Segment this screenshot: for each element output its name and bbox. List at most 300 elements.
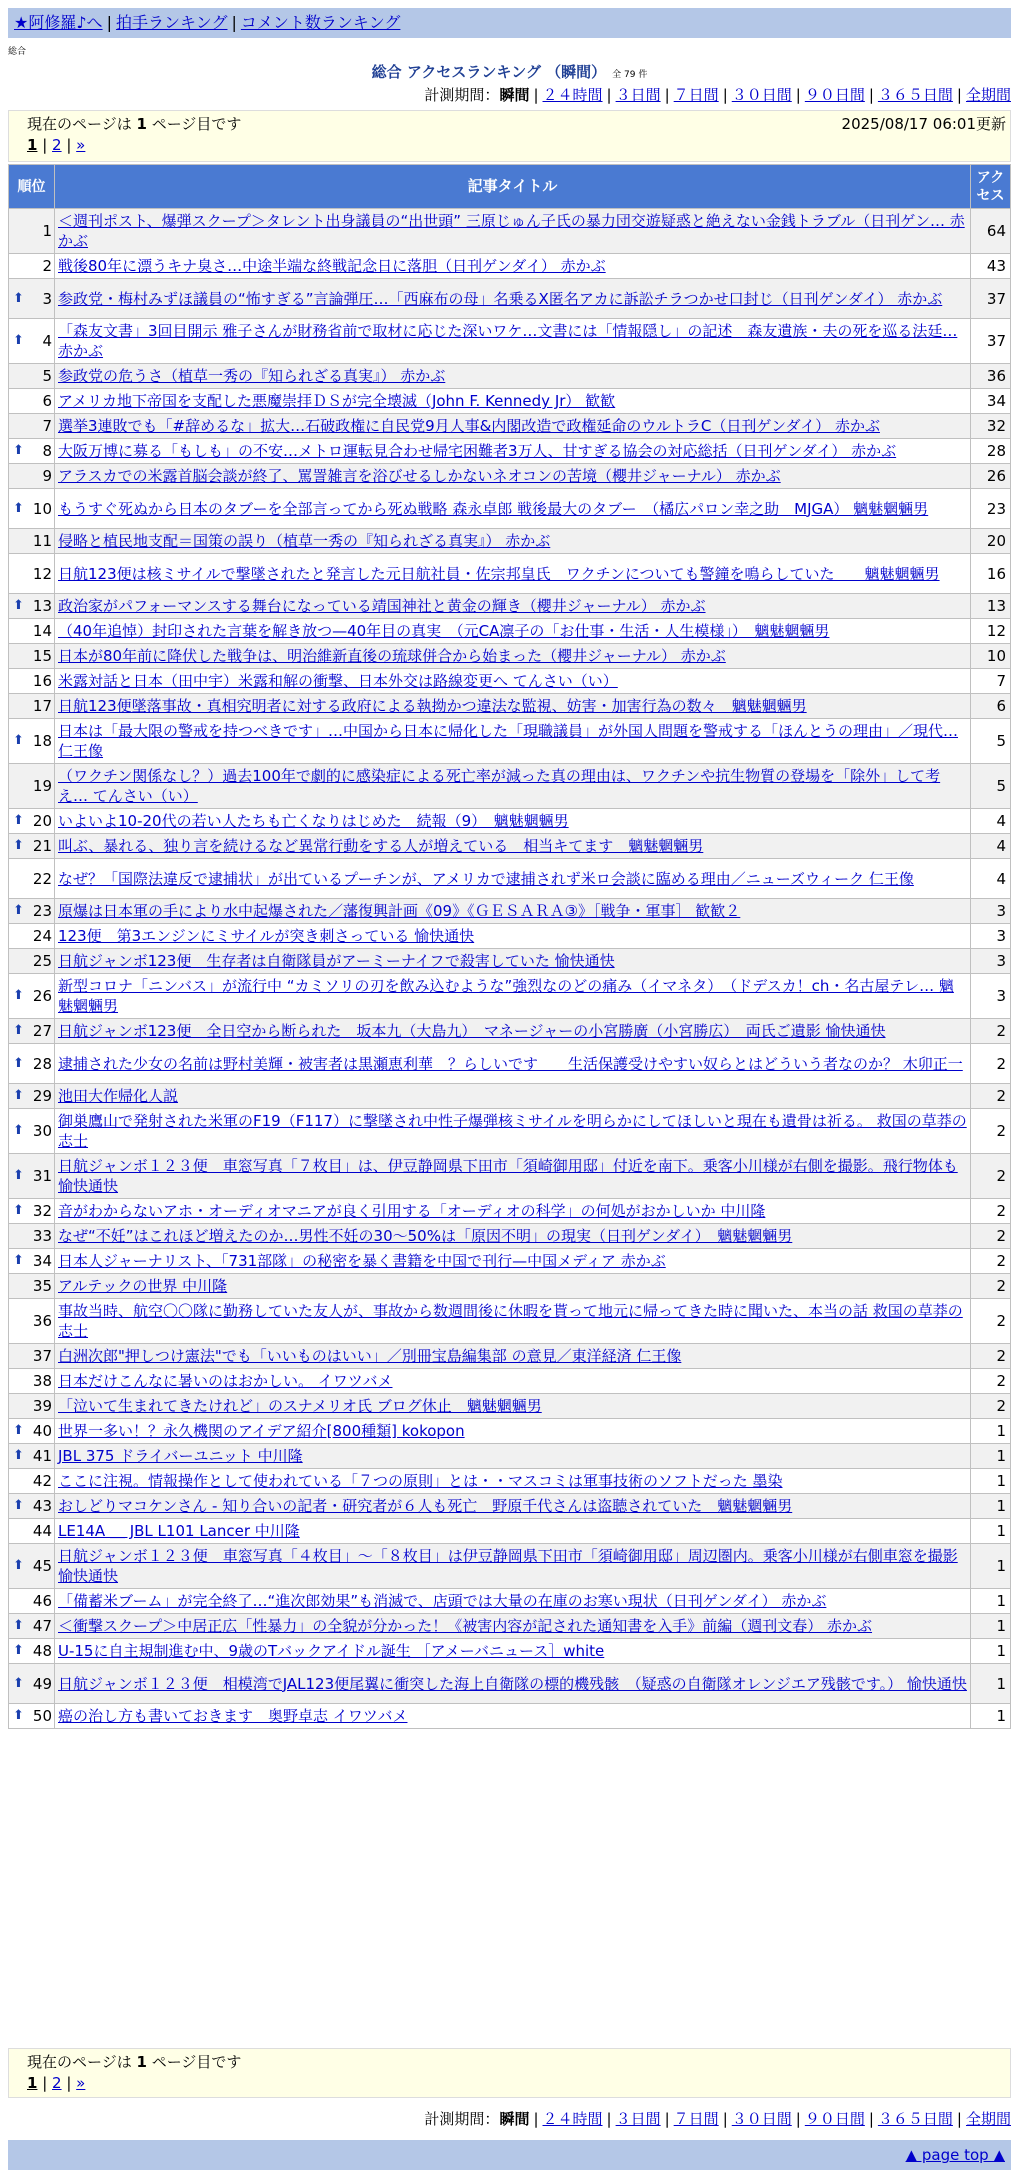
table-row xyxy=(9,529,1011,554)
access-count: 5 xyxy=(971,764,1011,809)
rank-number: 38 xyxy=(32,1372,52,1390)
comment-ranking-link[interactable]: コメント数ランキング xyxy=(240,13,401,32)
access-count: 1 xyxy=(971,1444,1011,1469)
table-row xyxy=(9,1494,1011,1519)
title-cell xyxy=(55,1394,971,1419)
rank-number: 10 xyxy=(32,499,52,518)
period-link-3[interactable]: ７日間 xyxy=(673,2110,719,2128)
rank-number: 28 xyxy=(32,1054,52,1073)
page-current-1: 1 xyxy=(27,136,38,154)
up-arrow-icon: ⬆ xyxy=(13,1675,24,1691)
title-cell xyxy=(55,279,971,319)
page-link-2[interactable]: 2 xyxy=(52,136,62,154)
article-link[interactable]: 米露対話と日本（田中宇）米露和解の衝撃、日本外交は路線変更へ てんさい（い） xyxy=(58,672,618,690)
period-current: 瞬間 xyxy=(499,2110,530,2128)
access-count: 3 xyxy=(971,974,1011,1019)
period-link-5[interactable]: ９０日間 xyxy=(804,2110,865,2128)
title-cell xyxy=(55,1199,971,1224)
ranking-table xyxy=(8,164,1011,1729)
access-count: 37 xyxy=(971,319,1011,364)
rank-number: 36 xyxy=(32,1312,52,1330)
title-cell xyxy=(55,619,971,644)
rank-number: 26 xyxy=(32,987,52,1005)
period-separator: | xyxy=(795,86,801,104)
up-arrow-icon: ⬆ xyxy=(13,1253,24,1268)
article-link[interactable]: 日航ジャンボ１２３便 相模湾でJAL123便尾翼に衝突した海上自衛隊の標的機残骸 （疑惑の自衛隊オレンジエア残骸です。） 愉快通快 xyxy=(58,1674,967,1693)
period-link-3[interactable]: ７日間 xyxy=(673,86,719,104)
period-separator: | xyxy=(664,86,670,104)
article-link[interactable]: 戦後80年に漂うキナ臭さ…中途半端な終戦記念日に落胆（日刊ゲンダイ） 赤かぶ xyxy=(58,257,606,275)
rank-number: 41 xyxy=(32,1447,52,1465)
table-row xyxy=(9,1664,1011,1704)
nav-separator: | xyxy=(106,13,112,32)
rank-cell xyxy=(9,414,55,439)
header-title: 記事タイトル xyxy=(55,165,971,209)
section-label: 総合 xyxy=(8,47,27,57)
title-cell xyxy=(55,644,971,669)
title-cell xyxy=(55,859,971,899)
rank-number: 42 xyxy=(32,1472,52,1490)
rank-number: 20 xyxy=(32,812,52,830)
table-row xyxy=(9,719,1011,764)
access-count: 2 xyxy=(971,1394,1011,1419)
rank-cell xyxy=(9,1519,55,1544)
period-label: 計測期間： xyxy=(424,86,500,104)
period-separator: | xyxy=(868,86,874,104)
rank-cell xyxy=(9,254,55,279)
article-link[interactable]: ＜衝撃スクープ＞中居正広「性暴力」の全貌が分かった！《被害内容が記された通知書を入手》前編（週刊文春） 赤かぶ xyxy=(58,1617,873,1635)
access-count: 10 xyxy=(971,644,1011,669)
title-cell xyxy=(55,1249,971,1274)
access-count: 1 xyxy=(971,1664,1011,1704)
up-arrow-icon: ⬆ xyxy=(13,1203,24,1218)
title-cell xyxy=(55,489,971,529)
table-row xyxy=(9,644,1011,669)
article-link[interactable]: LE14A ＿ JBL L101 Lancer 中川隆 xyxy=(58,1522,300,1540)
article-link[interactable]: 日航123便は核ミサイルで撃墜されたと発言した元日航社員・佐宗邦皇氏 ワクチンについても警鐘を鳴らしていた 魑魅魍魎男 xyxy=(58,564,940,583)
title-cell xyxy=(55,1109,971,1154)
period-link-4[interactable]: ３０日間 xyxy=(731,86,792,104)
period-label: 計測期間： xyxy=(424,2110,500,2128)
rank-cell xyxy=(9,1394,55,1419)
table-row xyxy=(9,619,1011,644)
title-cell xyxy=(55,949,971,974)
table-row xyxy=(9,209,1011,254)
title-cell xyxy=(55,1344,971,1369)
table-row xyxy=(9,364,1011,389)
up-arrow-icon: ⬆ xyxy=(13,1088,24,1103)
rank-cell xyxy=(9,1444,55,1469)
title-cell xyxy=(55,719,971,764)
article-link[interactable]: 白洲次郎"押しつけ憲法"でも「いいものはいい」／別冊宝島編集部 の意見／東洋経済 仁王像 xyxy=(58,1347,682,1365)
title-cell xyxy=(55,834,971,859)
access-count: 28 xyxy=(971,439,1011,464)
title-cell xyxy=(55,1154,971,1199)
ranking-rows xyxy=(9,209,1011,1729)
table-row xyxy=(9,1704,1011,1729)
article-link[interactable]: 池田大作帰化人説 xyxy=(58,1087,179,1105)
page-status-suffix: ページ目です xyxy=(146,115,242,133)
period-link-1[interactable]: ２４時間 xyxy=(542,86,603,104)
article-link[interactable]: ここに注視。情報操作として使われている「７つの原則」とは・・マスコミは軍事技術のソフトだった 墨染 xyxy=(58,1472,783,1490)
rank-number: 35 xyxy=(32,1277,52,1295)
rank-number: 43 xyxy=(32,1497,52,1515)
article-link[interactable]: 日航ジャンボ123便 生存者は自衛隊員がアーミーナイフで殺害していた 愉快通快 xyxy=(58,952,615,970)
rank-cell xyxy=(9,1704,55,1729)
rank-number: 16 xyxy=(32,672,52,690)
page-link-2[interactable]: 2 xyxy=(52,2074,62,2092)
table-row xyxy=(9,859,1011,899)
page-link-»[interactable]: » xyxy=(76,136,86,154)
rank-cell xyxy=(9,1419,55,1444)
article-link[interactable]: なぜ“不妊”はこれほど増えたのか…男性不妊の30～50%は「原因不明」の現実（日刊ゲンダイ） 魑魅魍魎男 xyxy=(58,1227,793,1245)
rank-cell xyxy=(9,1494,55,1519)
article-link[interactable]: JBL 375 ドライバーユニット 中川隆 xyxy=(58,1447,303,1465)
rank-number: 24 xyxy=(32,927,52,945)
rank-number: 12 xyxy=(32,564,52,583)
rank-cell xyxy=(9,619,55,644)
rank-cell xyxy=(9,1369,55,1394)
up-arrow-icon: ⬆ xyxy=(13,443,24,458)
access-count: 64 xyxy=(971,209,1011,254)
title-cell xyxy=(55,924,971,949)
article-link[interactable]: 侵略と植民地支配＝国策の誤り（植草一秀の『知られざる真実』） 赤かぶ xyxy=(58,532,551,550)
article-link[interactable]: 日航ジャンボ１２３便 車窓写真「７枚目」は、伊豆静岡県下田市「須崎御用邸」付近を南下。乗客小川様が右側を撮影。飛行物体も 愉快通快 xyxy=(58,1157,958,1195)
access-count: 1 xyxy=(971,1544,1011,1589)
up-arrow-icon: ⬆ xyxy=(13,1643,24,1658)
period-link-6[interactable]: ３６５日間 xyxy=(877,86,953,104)
table-row xyxy=(9,389,1011,414)
rank-number: 22 xyxy=(32,869,52,888)
article-link[interactable]: 日本人ジャーナリスト、「731部隊」の秘密を暴く書籍を中国で刊行—中国メディア 赤かぶ xyxy=(58,1252,666,1270)
access-count: 2 xyxy=(971,1369,1011,1394)
access-count: 23 xyxy=(971,489,1011,529)
ranking-title: 総合 アクセスランキング （瞬間） xyxy=(371,63,607,81)
table-row xyxy=(9,279,1011,319)
rank-number: 27 xyxy=(32,1022,52,1040)
period-separator: | xyxy=(664,2110,670,2128)
article-link[interactable]: 日航123便墜落事故・真相究明者に対する政府による執拗かつ違法な監視、妨害・加害行為の数々 魑魅魍魎男 xyxy=(58,697,807,715)
rank-cell xyxy=(9,1274,55,1299)
article-link[interactable]: 世界一多い！？永久機関のアイデア紹介[800種類] kokopon xyxy=(58,1422,465,1440)
access-count: 13 xyxy=(971,594,1011,619)
pager-top xyxy=(8,110,1011,162)
rank-cell xyxy=(9,899,55,924)
rank-cell xyxy=(9,1044,55,1084)
title-cell xyxy=(55,1639,971,1664)
title-cell xyxy=(55,594,971,619)
access-count: 2 xyxy=(971,1044,1011,1084)
table-row xyxy=(9,974,1011,1019)
period-separator: | xyxy=(795,2110,801,2128)
rank-cell xyxy=(9,1639,55,1664)
period-link-7[interactable]: 全期間 xyxy=(965,2110,1011,2128)
rank-number: 50 xyxy=(32,1707,52,1725)
rank-number: 4 xyxy=(42,332,52,350)
period-separator: | xyxy=(606,86,612,104)
access-count: 20 xyxy=(971,529,1011,554)
rank-cell xyxy=(9,529,55,554)
period-separator: | xyxy=(722,2110,728,2128)
title-cell xyxy=(55,1519,971,1544)
up-arrow-icon: ⬆ xyxy=(13,813,24,828)
table-row xyxy=(9,1344,1011,1369)
access-count: 2 xyxy=(971,1224,1011,1249)
rank-cell xyxy=(9,1344,55,1369)
rank-number: 48 xyxy=(32,1642,52,1660)
up-arrow-icon: ⬆ xyxy=(13,1448,24,1463)
title-cell xyxy=(55,319,971,364)
period-link-2[interactable]: ３日間 xyxy=(615,2110,661,2128)
access-count: 3 xyxy=(971,949,1011,974)
article-link[interactable]: ＜週刊ポスト、爆弾スクープ＞タレント出身議員の“出世頭” 三原じゅん子氏の暴力団交遊疑惑と絶えない金銭トラブル（日刊ゲン… 赤かぶ xyxy=(58,212,965,250)
table-row xyxy=(9,1614,1011,1639)
table-row xyxy=(9,694,1011,719)
rank-cell xyxy=(9,1084,55,1109)
table-row xyxy=(9,1224,1011,1249)
access-count: 12 xyxy=(971,619,1011,644)
rank-number: 44 xyxy=(32,1522,52,1540)
article-link[interactable]: 日航ジャンボ123便 全日空から断られた 坂本九（大島九） マネージャーの小宮勝廣（小宮勝広） 両氏ご遺影 愉快通快 xyxy=(58,1022,886,1040)
access-count: 1 xyxy=(971,1704,1011,1729)
page-status-suffix: ページ目です xyxy=(146,2053,242,2071)
table-row xyxy=(9,254,1011,279)
title-cell xyxy=(55,1614,971,1639)
rank-number: 7 xyxy=(42,417,52,435)
access-count: 37 xyxy=(971,279,1011,319)
table-row xyxy=(9,464,1011,489)
up-arrow-icon: ⬆ xyxy=(13,1055,24,1071)
rank-cell xyxy=(9,1224,55,1249)
title-cell xyxy=(55,1444,971,1469)
rank-cell xyxy=(9,834,55,859)
title-cell xyxy=(55,1224,971,1249)
period-link-5[interactable]: ９０日間 xyxy=(804,86,865,104)
access-count: 2 xyxy=(971,1249,1011,1274)
article-link[interactable]: 参政党・梅村みずほ議員の“怖すぎる”言論弾圧…「西麻布の母」名乗るX匿名アカに訴訟チラつかせ口封じ（日刊ゲンダイ） 赤かぶ xyxy=(58,289,943,308)
access-count: 5 xyxy=(971,719,1011,764)
table-row xyxy=(9,1084,1011,1109)
table-row xyxy=(9,899,1011,924)
access-count: 1 xyxy=(971,1494,1011,1519)
up-arrow-icon: ⬆ xyxy=(13,290,24,306)
bottom-bar xyxy=(8,2140,1011,2170)
article-link[interactable]: U-15に自主規制進む中、9歳のTバックアイドル誕生 ［アメーバニュース］white xyxy=(58,1642,605,1660)
table-row xyxy=(9,1109,1011,1154)
period-separator: | xyxy=(533,86,539,104)
page-top-link[interactable]: ▲ page top ▲ xyxy=(905,2146,1005,2164)
rank-number: 17 xyxy=(32,697,52,715)
rank-number: 25 xyxy=(32,952,52,970)
table-row xyxy=(9,1249,1011,1274)
table-row xyxy=(9,319,1011,364)
period-link-1[interactable]: ２４時間 xyxy=(542,2110,603,2128)
article-link[interactable]: いよいよ10-20代の若い人たちも亡くなりはじめた 続報（9） 魑魅魍魎男 xyxy=(58,812,569,830)
page-links xyxy=(27,2073,992,2094)
page-status-number: 1 xyxy=(136,115,147,133)
period-selector-bottom xyxy=(424,2108,1011,2129)
title-cell xyxy=(55,1664,971,1704)
up-arrow-icon: ⬆ xyxy=(13,1123,24,1138)
rank-number: 47 xyxy=(32,1617,52,1635)
period-link-7[interactable]: 全期間 xyxy=(965,86,1011,104)
article-link[interactable]: おしどりマコケンさん - 知り合いの記者・研究者が６人も死亡 野原千代さんは盗聴されていた 魑魅魍魎男 xyxy=(58,1497,793,1515)
access-count: 7 xyxy=(971,669,1011,694)
article-link[interactable]: （40年追悼）封印された言葉を解き放つ—40年目の真実 （元CA凛子の「お仕事・生活・人生模様」） 魑魅魍魎男 xyxy=(58,622,830,640)
up-arrow-icon: ⬆ xyxy=(13,333,24,348)
article-link[interactable]: 逮捕された少女の名前は野村美輝・被害者は黒瀬恵利華 ？らしいです 生活保護受けやすい奴らとはどういう者なのか？ 木卯正一 xyxy=(58,1054,963,1073)
access-count: 1 xyxy=(971,1419,1011,1444)
rank-number: 11 xyxy=(32,532,52,550)
article-link[interactable]: 「森友文書」3回目開示 雅子さんが財務省前で取材に応じた深いワケ…文書には「情報隠し」の記述 森友遺族・夫の死を巡る法廷… 赤かぶ xyxy=(58,322,958,360)
table-row xyxy=(9,1199,1011,1224)
rank-cell xyxy=(9,209,55,254)
article-link[interactable]: 参政党の危うさ（植草一秀の『知られざる真実』） 赤かぶ xyxy=(58,367,446,385)
rank-number: 3 xyxy=(42,289,52,308)
access-count: 1 xyxy=(971,1614,1011,1639)
rank-number: 5 xyxy=(42,367,52,385)
article-link[interactable]: アメリカ地下帝国を支配した悪魔崇拝ＤＳが完全壊滅（John F. Kennedy Jr） 歓歓 xyxy=(58,392,616,410)
article-link[interactable]: なぜ？「国際法違反で逮捕状」が出ているプーチンが、アメリカで逮捕されず米ロ会談に臨める理由／ニューズウィーク 仁王像 xyxy=(58,869,914,888)
rank-cell xyxy=(9,1019,55,1044)
rank-cell xyxy=(9,1109,55,1154)
up-arrow-icon: ⬆ xyxy=(13,1168,24,1183)
article-link[interactable]: 御巣鷹山で発射された米軍のF19（F117）に撃墜され中性子爆弾核ミサイルを明らかにしてほしいと現在も遺骨は祈る。 救国の草莽の志士 xyxy=(58,1112,967,1150)
article-link[interactable]: 日本は「最大限の警戒を持つべきです」…中国から日本に帰化した「現職議員」が外国人問題を警戒する「ほんとうの理由」／現代… 仁王像 xyxy=(58,722,959,760)
page-status xyxy=(27,2052,992,2073)
article-link[interactable]: 大阪万博に募る「もしも」の不安…メトロ運転見合わせ帰宅困難者3万人、甘すぎる協会の対応総括（日刊ゲンダイ） 赤かぶ xyxy=(58,442,897,460)
table-row xyxy=(9,1419,1011,1444)
period-link-6[interactable]: ３６５日間 xyxy=(877,2110,953,2128)
table-row xyxy=(9,1519,1011,1544)
table-row xyxy=(9,1044,1011,1084)
rank-cell xyxy=(9,554,55,594)
access-count: 1 xyxy=(971,1519,1011,1544)
table-row xyxy=(9,489,1011,529)
article-link[interactable]: 「泣いて生まれてきたけれど」のスナメリオ氏 ブログ休止 魑魅魍魎男 xyxy=(58,1397,542,1415)
up-arrow-icon: ⬆ xyxy=(13,838,24,853)
nav-separator: | xyxy=(231,13,237,32)
title-cell xyxy=(55,899,971,924)
rank-cell xyxy=(9,364,55,389)
article-link[interactable]: アルテックの世界 中川隆 xyxy=(58,1277,228,1295)
article-link[interactable]: 音がわからないアホ・オーディオマニアが良く引用する「オーディオの科学」の何処がおかしいか 中川隆 xyxy=(58,1202,766,1220)
access-count: 2 xyxy=(971,1299,1011,1344)
article-link[interactable]: もうすぐ死ぬから日本のタブーを全部言ってから死ぬ戦略 森永卓郎 戦後最大のタブー （橘広パロン幸之助 MJGA） 魑魅魍魎男 xyxy=(58,499,929,518)
article-link[interactable]: （ワクチン関係なし？）過去100年で劇的に感染症による死亡率が減った真の理由は、ワクチンや抗生物質の登場を「除外」して考え… てんさい（い） xyxy=(58,767,941,805)
title-cell xyxy=(55,1044,971,1084)
article-link[interactable]: 政治家がパフォーマンスする舞台になっている靖国神社と黄金の輝き（櫻井ジャーナル） 赤かぶ xyxy=(58,597,706,615)
article-link[interactable]: 原爆は日本軍の手により水中起爆された／藩復興計画《09》《ＧＥＳＡＲＡ③》［戦争・軍事］ 歓歓２ xyxy=(58,902,741,920)
rank-number: 37 xyxy=(32,1347,52,1365)
home-link[interactable]: ★阿修羅♪へ xyxy=(14,13,103,32)
rank-number: 21 xyxy=(32,837,52,855)
clap-ranking-link[interactable]: 拍手ランキング xyxy=(115,13,228,32)
article-link[interactable]: 事故当時、航空〇〇隊に勤務していた友人が、事故から数週間後に休暇を貰って地元に帰ってきた時に聞いた、本当の話 救国の草莽の志士 xyxy=(58,1302,963,1340)
article-link[interactable]: 日航ジャンボ１２３便 車窓写真「４枚目」～「８枚目」は伊豆静岡県下田市「須崎御用邸」周辺圏内。乗客小川様が右側車窓を撮影 愉快通快 xyxy=(58,1547,958,1585)
period-link-2[interactable]: ３日間 xyxy=(615,86,661,104)
title-cell xyxy=(55,414,971,439)
table-row xyxy=(9,594,1011,619)
page-separator: | xyxy=(37,2074,53,2092)
rank-number: 34 xyxy=(32,1252,52,1270)
title-cell xyxy=(55,1274,971,1299)
article-link[interactable]: 新型コロナ「ニンバス」が流行中 “カミソリの刃を飲み込むような”強烈なのどの痛み（イマネタ） （ドデスカ！ch・名古屋テレ… 魑魅魍魎男 xyxy=(58,977,954,1015)
rank-number: 13 xyxy=(32,597,52,615)
table-row xyxy=(9,949,1011,974)
period-separator: | xyxy=(722,86,728,104)
rank-number: 15 xyxy=(32,647,52,665)
access-count: 26 xyxy=(971,464,1011,489)
table-row xyxy=(9,1274,1011,1299)
page-separator: | xyxy=(37,136,53,154)
period-current: 瞬間 xyxy=(499,86,530,104)
article-link[interactable]: アラスカでの米露首脳会談が終了、罵詈雑言を浴びせるしかないネオコンの苦境（櫻井ジャーナル） 赤かぶ xyxy=(58,467,781,485)
rank-cell xyxy=(9,764,55,809)
rank-cell xyxy=(9,1469,55,1494)
rank-number: 31 xyxy=(32,1167,52,1185)
up-arrow-icon: ⬆ xyxy=(13,1498,24,1513)
table-row xyxy=(9,1154,1011,1199)
access-count: 2 xyxy=(971,1344,1011,1369)
period-separator: | xyxy=(606,2110,612,2128)
page-current-1: 1 xyxy=(27,2074,38,2092)
up-arrow-icon: ⬆ xyxy=(13,1558,24,1573)
article-link[interactable]: 日本だけこんなに暑いのはおかしい。 イワツバメ xyxy=(58,1372,393,1390)
rank-number: 14 xyxy=(32,622,52,640)
access-count: 2 xyxy=(971,1199,1011,1224)
access-count: 2 xyxy=(971,1154,1011,1199)
table-row xyxy=(9,1544,1011,1589)
title-cell xyxy=(55,1704,971,1729)
access-count: 1 xyxy=(971,1589,1011,1614)
table-row xyxy=(9,1639,1011,1664)
page-separator: | xyxy=(61,2074,77,2092)
title-cell xyxy=(55,1299,971,1344)
article-link[interactable]: 選挙3連敗でも「#辞めるな」拡大…石破政権に自民党9月人事&内閣改造で政権延命のウルトラC（日刊ゲンダイ） 赤かぶ xyxy=(58,417,880,435)
access-count: 1 xyxy=(971,1639,1011,1664)
article-link[interactable]: 癌の治し方も書いておきます 奥野卓志 イワツバメ xyxy=(58,1707,408,1725)
title-cell xyxy=(55,389,971,414)
rank-cell xyxy=(9,1299,55,1344)
page-link-»[interactable]: » xyxy=(76,2074,86,2092)
article-link[interactable]: 叫ぶ、暴れる、独り言を続けるなど異常行動をする人が増えている 相当キてます 魑魅魍魎男 xyxy=(58,837,704,855)
rank-cell xyxy=(9,1664,55,1704)
article-link[interactable]: 123便 第3エンジンにミサイルが突き刺さっている 愉快通快 xyxy=(58,927,475,945)
title-cell xyxy=(55,1494,971,1519)
article-link[interactable]: 日本が80年前に降伏した戦争は、明治維新直後の琉球併合から始まった（櫻井ジャーナル） 赤かぶ xyxy=(58,647,726,665)
rank-cell xyxy=(9,464,55,489)
table-row xyxy=(9,1589,1011,1614)
rank-cell xyxy=(9,719,55,764)
rank-cell xyxy=(9,319,55,364)
period-selector-top xyxy=(424,84,1011,105)
pager-bottom xyxy=(8,2048,1011,2098)
title-cell xyxy=(55,1369,971,1394)
access-count: 6 xyxy=(971,694,1011,719)
up-arrow-icon: ⬆ xyxy=(13,1708,24,1723)
rank-cell xyxy=(9,949,55,974)
page-status-number: 1 xyxy=(136,2053,147,2071)
period-link-4[interactable]: ３０日間 xyxy=(731,2110,792,2128)
rank-cell xyxy=(9,389,55,414)
rank-number: 49 xyxy=(32,1674,52,1693)
article-link[interactable]: 「備蓄米ブーム」が完全終了…“進次郎効果”も消滅で、店頭では大量の在庫のお寒い現状（日刊ゲンダイ） 赤かぶ xyxy=(58,1592,827,1610)
access-count: 4 xyxy=(971,809,1011,834)
rank-number: 32 xyxy=(32,1202,52,1220)
page-links xyxy=(27,135,992,156)
updated-time: 2025/08/17 06:01更新 xyxy=(841,115,1006,133)
